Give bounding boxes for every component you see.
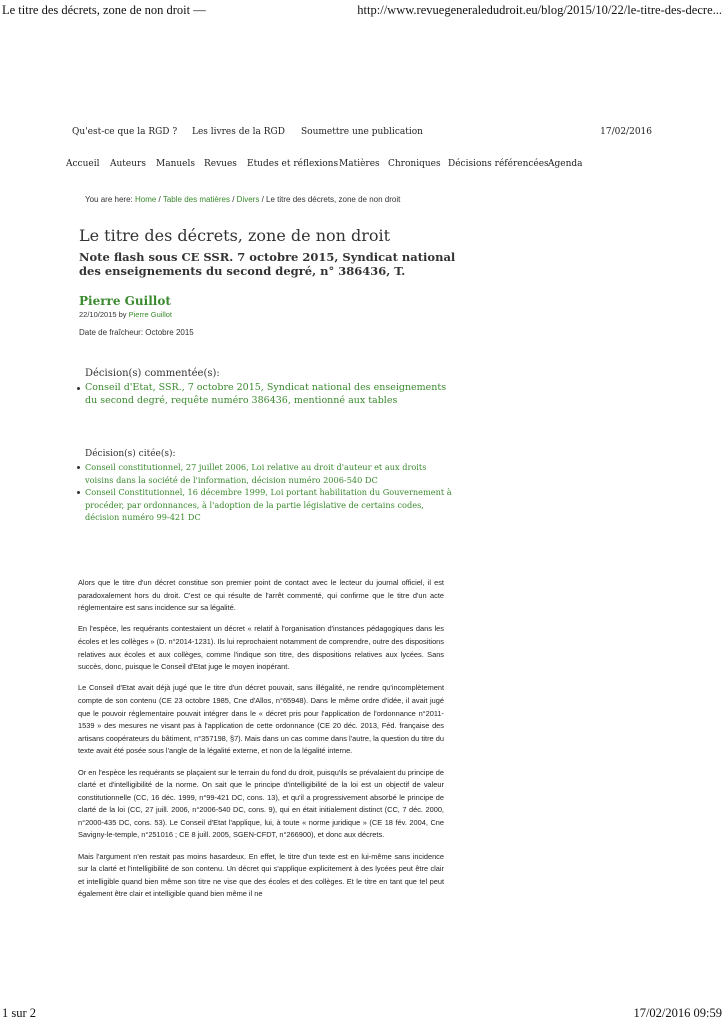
decision-link[interactable]: Conseil constitutionnel, 27 juillet 2006, Loi relative au droit d'auteur et aux droits voisins dans la société de l'information, décision numéro 2006-540 DC	[85, 461, 454, 486]
print-footer-datetime: 17/02/2016 09:59	[633, 1006, 722, 1020]
body-paragraph: En l'espèce, les requérants contestaient un décret « relatif à l'organisation d'instances pédagogiques dans les écoles et les collèges » (D. n°2014-1231). Ils lui reprochaient notamment de comprendre, outre des dispositions relatives aux écoles et aux collèges, comme l'indique son titre, des dispositions relatives aux lycées. Sans succès, donc, puisque le Conseil d'Etat juge le moyen inopérant.	[78, 624, 444, 672]
decisions-commented	[74, 368, 454, 407]
main-nav-item-matieres[interactable]: Matières	[339, 159, 380, 169]
main-nav-item-etudes[interactable]: Etudes et réflexions	[247, 159, 339, 169]
print-header	[0, 0, 724, 22]
breadcrumb-home[interactable]: Home	[134, 195, 157, 204]
breadcrumb	[85, 195, 645, 204]
breadcrumb-sep: /	[259, 195, 267, 204]
article-author[interactable]: Pierre Guillot	[79, 294, 171, 308]
decisions-cited-list	[74, 461, 454, 524]
main-nav	[66, 159, 666, 173]
body-paragraph: Alors que le titre d'un décret constitue son premier point de contact avec le lecteur du journal officiel, il est paradoxalement hors du droit. C'est ce qui résulte de l'arrêt commenté, qui confirme que le titre d'un acte réglementaire est sans incidence sur sa légalité.	[78, 578, 444, 613]
article-byline	[79, 310, 172, 319]
decisions-cited-heading: Décision(s) citée(s):	[85, 449, 176, 459]
body-paragraph: Or en l'espèce les requérants se plaçaient sur le terrain du fond du droit, puisqu'ils se prévalaient du principe de clarté et d'intelligibilité de la norme. On sait que le principe d'intelligibilité de la loi est un objectif de valeur constitutionnelle (CC, 16 déc. 1999, n°99-421 DC, cons. 13), et qu'il a progressivement absorbé le principe de clarté de la loi (CC, 27 juill. 2006, n°2006-540 DC, cons. 9), qui en était initialement distinct (CC, 7 déc. 2000, n°2000-435 DC, cons. 53). Le Conseil d'Etat l'applique, lui, à toute « norme juridique » (CE 18 fév. 2004, Cne Savigny-le-temple, n°251016 ; CE 8 juill. 2005, SGEN-CFDT, n°266900), et donc aux décrets.	[78, 767, 444, 840]
top-nav-date: 17/02/2016	[600, 127, 652, 137]
main-nav-item-decisions[interactable]: Décisions référencées	[448, 159, 549, 169]
main-nav-item-agenda[interactable]: Agenda	[548, 159, 583, 169]
main-nav-item-revues[interactable]: Revues	[204, 159, 237, 169]
decisions-commented-list	[74, 381, 454, 407]
top-nav	[72, 127, 652, 141]
article-title: Le titre des décrets, zone de non droit	[79, 226, 391, 245]
byline-author-link[interactable]: Pierre Guillot	[128, 310, 172, 319]
freshness-date: Date de fraîcheur: Octobre 2015	[79, 328, 194, 337]
print-footer-page: 1 sur 2	[2, 1006, 37, 1020]
top-nav-item-rgd[interactable]: Qu'est-ce que la RGD ?	[72, 127, 178, 137]
body-paragraph: Mais l'argument n'en restait pas moins hasardeux. En effet, le titre d'un texte est en lui-même sans incidence sur la clarté et l'intelligibilité de son contenu. Un décret qui s'applique explicitement à des lycées peut être clair et intelligible quand bien même son titre ne vise que des écoles et des collèges. Et le titre en tant que tel peut également être clair et intelligible quand bien même il ne	[78, 851, 444, 899]
body-paragraph: Le Conseil d'Etat avait déjà jugé que le titre d'un décret pouvait, sans illégalité, ne rendre qu'incomplètement compte de son contenu (CE 23 octobre 1985, Cne d'Allos, n°65948). Dans le même ordre d'idée, il avait jugé que le pouvoir réglementaire pouvait intégrer dans le « décret pris pour l'application de l'ordonnance n°2011-1539 » des mesures ne visant pas à l'application de cette ordonnance (CE 20 déc. 2013, Féd. française des artisans coopérateurs du bâtiment, n°357198, §7). Mais dans un cas comme dans l'autre, la question du titre du texte avait été posée sous l'angle de la légalité externe, et non de la légalité interne.	[78, 683, 444, 756]
top-nav-item-soumettre[interactable]: Soumettre une publication	[301, 127, 423, 137]
print-header-title: Le titre des décrets, zone de non droit —	[2, 3, 206, 17]
decision-link[interactable]: Conseil Constitutionnel, 16 décembre 1999, Loi portant habilitation du Gouvernement à procéder, par ordonnances, à l'adoption de la partie législative de certains codes, décision numéro 99-421 DC	[85, 486, 454, 524]
breadcrumb-table-des-matieres[interactable]: Table des matières	[162, 195, 230, 204]
decision-link[interactable]: Conseil d'Etat, SSR., 7 octobre 2015, Syndicat national des enseignements du second degré, requête numéro 386436, mentionné aux tables	[85, 381, 454, 407]
main-nav-item-accueil[interactable]: Accueil	[66, 159, 100, 169]
breadcrumb-divers[interactable]: Divers	[236, 195, 260, 204]
byline-date: 22/10/2015 by	[79, 310, 129, 319]
breadcrumb-current: Le titre des décrets, zone de non droit	[266, 195, 401, 204]
print-header-url: http://www.revuegeneraledudroit.eu/blog/2015/10/22/le-titre-des-decre...	[357, 3, 722, 17]
breadcrumb-sep: /	[156, 195, 163, 204]
breadcrumb-sep: /	[230, 195, 237, 204]
decisions-commented-heading: Décision(s) commentée(s):	[85, 368, 220, 379]
print-footer	[0, 1004, 724, 1024]
article-body	[78, 577, 444, 910]
breadcrumb-prefix: You are here:	[85, 195, 135, 204]
main-nav-item-auteurs[interactable]: Auteurs	[110, 159, 146, 169]
decisions-cited	[74, 449, 454, 524]
article-subtitle: Note flash sous CE SSR. 7 octobre 2015, Syndicat national des enseignements du second degré, n° 386436, T.	[79, 250, 456, 278]
main-nav-item-manuels[interactable]: Manuels	[156, 159, 195, 169]
top-nav-item-livres[interactable]: Les livres de la RGD	[192, 127, 285, 137]
main-nav-item-chroniques[interactable]: Chroniques	[388, 159, 441, 169]
